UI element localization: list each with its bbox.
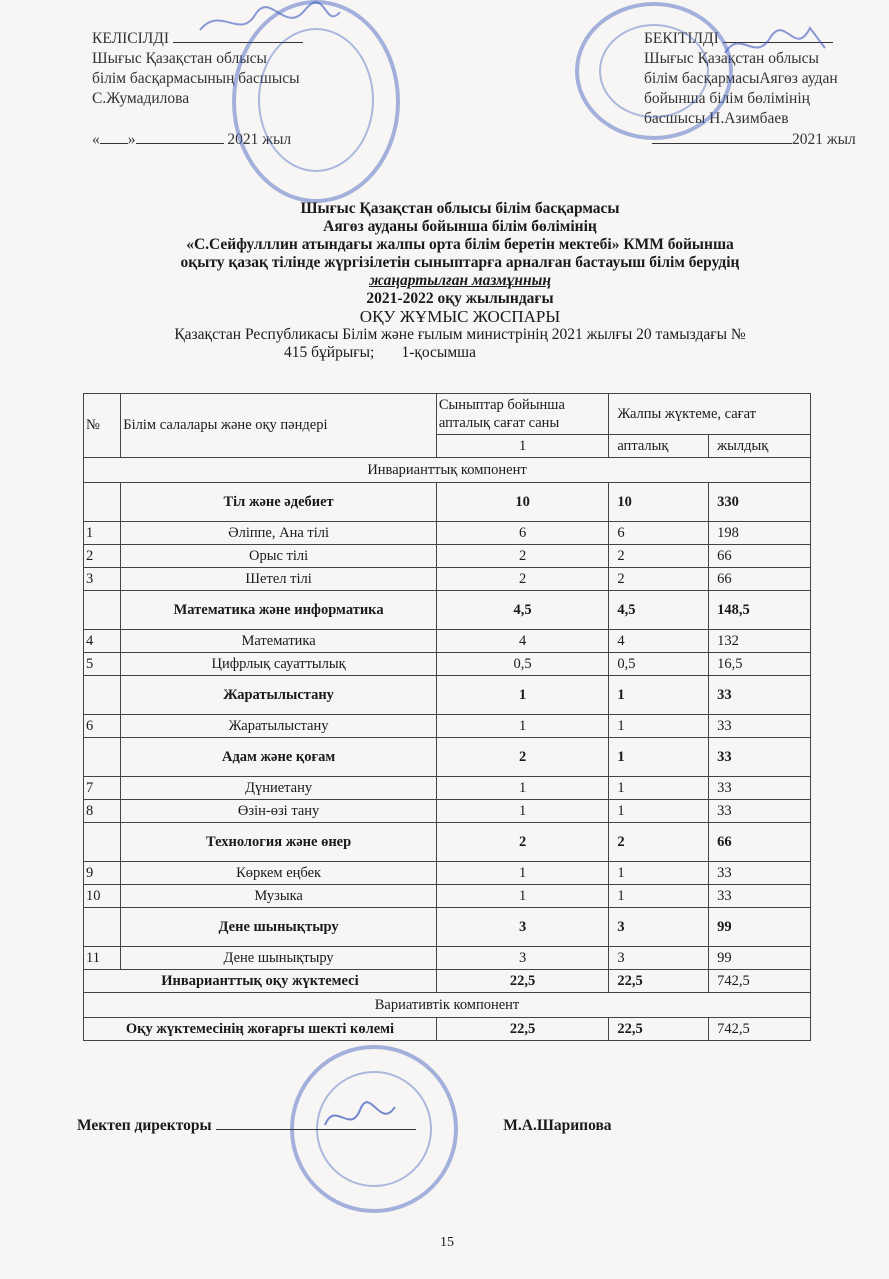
row-number: 2 [84,545,121,568]
yearly-hours: 330 [709,483,811,522]
header-total: Жалпы жүктеме, сағат [609,394,811,435]
grade-hours: 4 [436,630,608,653]
subject-name: Шетел тілі [121,568,437,591]
row-number [84,591,121,630]
director-label: Мектеп директоры [77,1117,212,1134]
subject-group-row [84,676,811,715]
weekly-hours: 1 [609,862,709,885]
approval-left-line: Шығыс Қазақстан облысы [92,50,267,67]
yearly-hours: 33 [709,862,811,885]
subject-row [84,545,811,568]
approval-right-line: бойынша білім бөлімінің [644,90,810,107]
max-load-label: Оқу жүктемесінің жоғарғы шекті көлемі [84,1018,437,1041]
weekly-hours: 2 [609,568,709,591]
header-week: апталық [609,435,709,458]
row-number [84,908,121,947]
max-load-grade: 22,5 [436,1018,608,1041]
weekly-hours: 10 [609,483,709,522]
grade-hours: 2 [436,545,608,568]
signature-left [195,0,345,45]
row-number: 8 [84,800,121,823]
grade-hours: 6 [436,522,608,545]
weekly-hours: 4,5 [609,591,709,630]
subject-name: Жаратылыстану [121,715,437,738]
subject-row [84,715,811,738]
approval-left-date: « » 2021 жыл [92,131,292,148]
header-number: № [84,394,121,458]
weekly-hours: 2 [609,823,709,862]
weekly-hours: 2 [609,545,709,568]
subject-name: Математика және информатика [121,591,437,630]
subject-name: Математика [121,630,437,653]
row-number [84,676,121,715]
yearly-hours: 99 [709,908,811,947]
subject-name: Музыка [121,885,437,908]
yearly-hours: 66 [709,568,811,591]
max-load-year: 742,5 [709,1018,811,1041]
grade-hours: 1 [436,777,608,800]
row-number [84,823,121,862]
subject-name: Технология және өнер [121,823,437,862]
header-grade: 1 [436,435,608,458]
director-name: М.А.Шарипова [503,1117,612,1134]
yearly-hours: 33 [709,800,811,823]
weekly-hours: 1 [609,885,709,908]
weekly-hours: 1 [609,676,709,715]
subject-name: Әліппе, Ана тілі [121,522,437,545]
approval-right-line: басшысы Н.Азимбаев [644,110,789,127]
official-seal [575,2,733,140]
row-number: 1 [84,522,121,545]
row-number: 10 [84,885,121,908]
subject-group-row [84,823,811,862]
subject-row [84,800,811,823]
row-number [84,483,121,522]
grade-hours: 2 [436,823,608,862]
approval-right-label: БЕКІТІЛДІ [644,30,719,47]
subject-row [84,653,811,676]
yearly-hours: 33 [709,885,811,908]
grade-hours: 2 [436,738,608,777]
title-line: жаңартылған мазмұнның [369,272,551,289]
subject-group-row [84,738,811,777]
row-number: 7 [84,777,121,800]
yearly-hours: 99 [709,947,811,970]
row-number [84,738,121,777]
signature-right [720,18,830,68]
approval-right-date: 2021 жыл [644,129,889,150]
approval-left-line: білім басқармасының басшысы [92,70,300,87]
weekly-hours: 1 [609,800,709,823]
grade-hours: 3 [436,947,608,970]
subject-row [84,947,811,970]
subject-name: Көркем еңбек [121,862,437,885]
approval-left-line: С.Жумадилова [92,90,190,107]
grade-hours: 1 [436,676,608,715]
yearly-hours: 132 [709,630,811,653]
weekly-hours: 1 [609,715,709,738]
subject-name: Өзін-өзі тану [121,800,437,823]
yearly-hours: 66 [709,545,811,568]
variative-component-label: Вариативтік компонент [84,993,811,1018]
title-line: Шығыс Қазақстан облысы білім басқармасы [300,200,620,217]
yearly-hours: 198 [709,522,811,545]
subject-row [84,885,811,908]
subject-name: Дене шынықтыру [121,908,437,947]
title-line: оқыту қазақ тілінде жүргізілетін сыныптарға арналған бастауыш білім берудің [180,254,740,271]
page-number: 15 [440,1235,454,1250]
yearly-hours: 33 [709,715,811,738]
title-main: ОҚУ ЖҰМЫС ЖОСПАРЫ [359,307,561,326]
row-number: 6 [84,715,121,738]
subject-name: Орыс тілі [121,545,437,568]
invariant-total-label: Инварианттық оқу жүктемесі [84,970,437,993]
header-year: жылдық [709,435,811,458]
subject-name: Адам және қоғам [121,738,437,777]
yearly-hours: 33 [709,738,811,777]
row-number: 3 [84,568,121,591]
table-body [84,483,811,970]
weekly-hours: 6 [609,522,709,545]
weekly-hours: 3 [609,908,709,947]
subject-row [84,568,811,591]
yearly-hours: 148,5 [709,591,811,630]
title-decree-line2: 415 бұйрығы; 1-қосымша [284,344,476,361]
weekly-hours: 3 [609,947,709,970]
grade-hours: 4,5 [436,591,608,630]
max-load-week: 22,5 [609,1018,709,1041]
invariant-total-grade: 22,5 [436,970,608,993]
row-number: 11 [84,947,121,970]
subject-row [84,522,811,545]
weekly-hours: 1 [609,738,709,777]
grade-hours: 2 [436,568,608,591]
weekly-hours: 4 [609,630,709,653]
yearly-hours: 33 [709,777,811,800]
grade-hours: 1 [436,862,608,885]
grade-hours: 0,5 [436,653,608,676]
approval-left-label: КЕЛІСІЛДІ [92,30,170,47]
grade-hours: 1 [436,715,608,738]
title-line: «С.Сейфулллин атындағы жалпы орта білім беретін мектебі» КММ бойынша [186,236,734,253]
subject-name: Дүниетану [121,777,437,800]
grade-hours: 1 [436,885,608,908]
subject-group-row [84,908,811,947]
curriculum-table [83,393,811,1041]
title-decree: Қазақстан Республикасы Білім және ғылым министрінің 2021 жылғы 20 тамыздағы № [174,326,746,343]
weekly-hours: 0,5 [609,653,709,676]
subject-row [84,862,811,885]
yearly-hours: 66 [709,823,811,862]
row-number: 4 [84,630,121,653]
subject-row [84,630,811,653]
subject-row [84,777,811,800]
yearly-hours: 16,5 [709,653,811,676]
grade-hours: 3 [436,908,608,947]
subject-name: Тіл және әдебиет [121,483,437,522]
row-number: 9 [84,862,121,885]
grade-hours: 1 [436,800,608,823]
subject-name: Жаратылыстану [121,676,437,715]
invariant-component-label: Инварианттық компонент [84,458,811,483]
director-signature-line [77,1115,612,1135]
subject-name: Цифрлық сауаттылық [121,653,437,676]
document-title [60,200,860,362]
invariant-total-year: 742,5 [709,970,811,993]
weekly-hours: 1 [609,777,709,800]
subject-group-row [84,591,811,630]
row-number: 5 [84,653,121,676]
title-line: Аягөз ауданы бойынша білім бөлімінің [323,218,597,235]
yearly-hours: 33 [709,676,811,715]
subject-group-row [84,483,811,522]
invariant-total-week: 22,5 [609,970,709,993]
approval-right-line: білім басқармасыАягөз аудан [644,70,838,87]
grade-hours: 10 [436,483,608,522]
header-weekly: Сыныптар бойынша апталық сағат саны [436,394,608,435]
header-subject: Білім салалары және оқу пәндері [121,394,437,458]
subject-name: Дене шынықтыру [121,947,437,970]
title-line: 2021-2022 оқу жылындағы [366,290,554,307]
approval-right-line: Шығыс Қазақстан облысы [644,50,819,67]
